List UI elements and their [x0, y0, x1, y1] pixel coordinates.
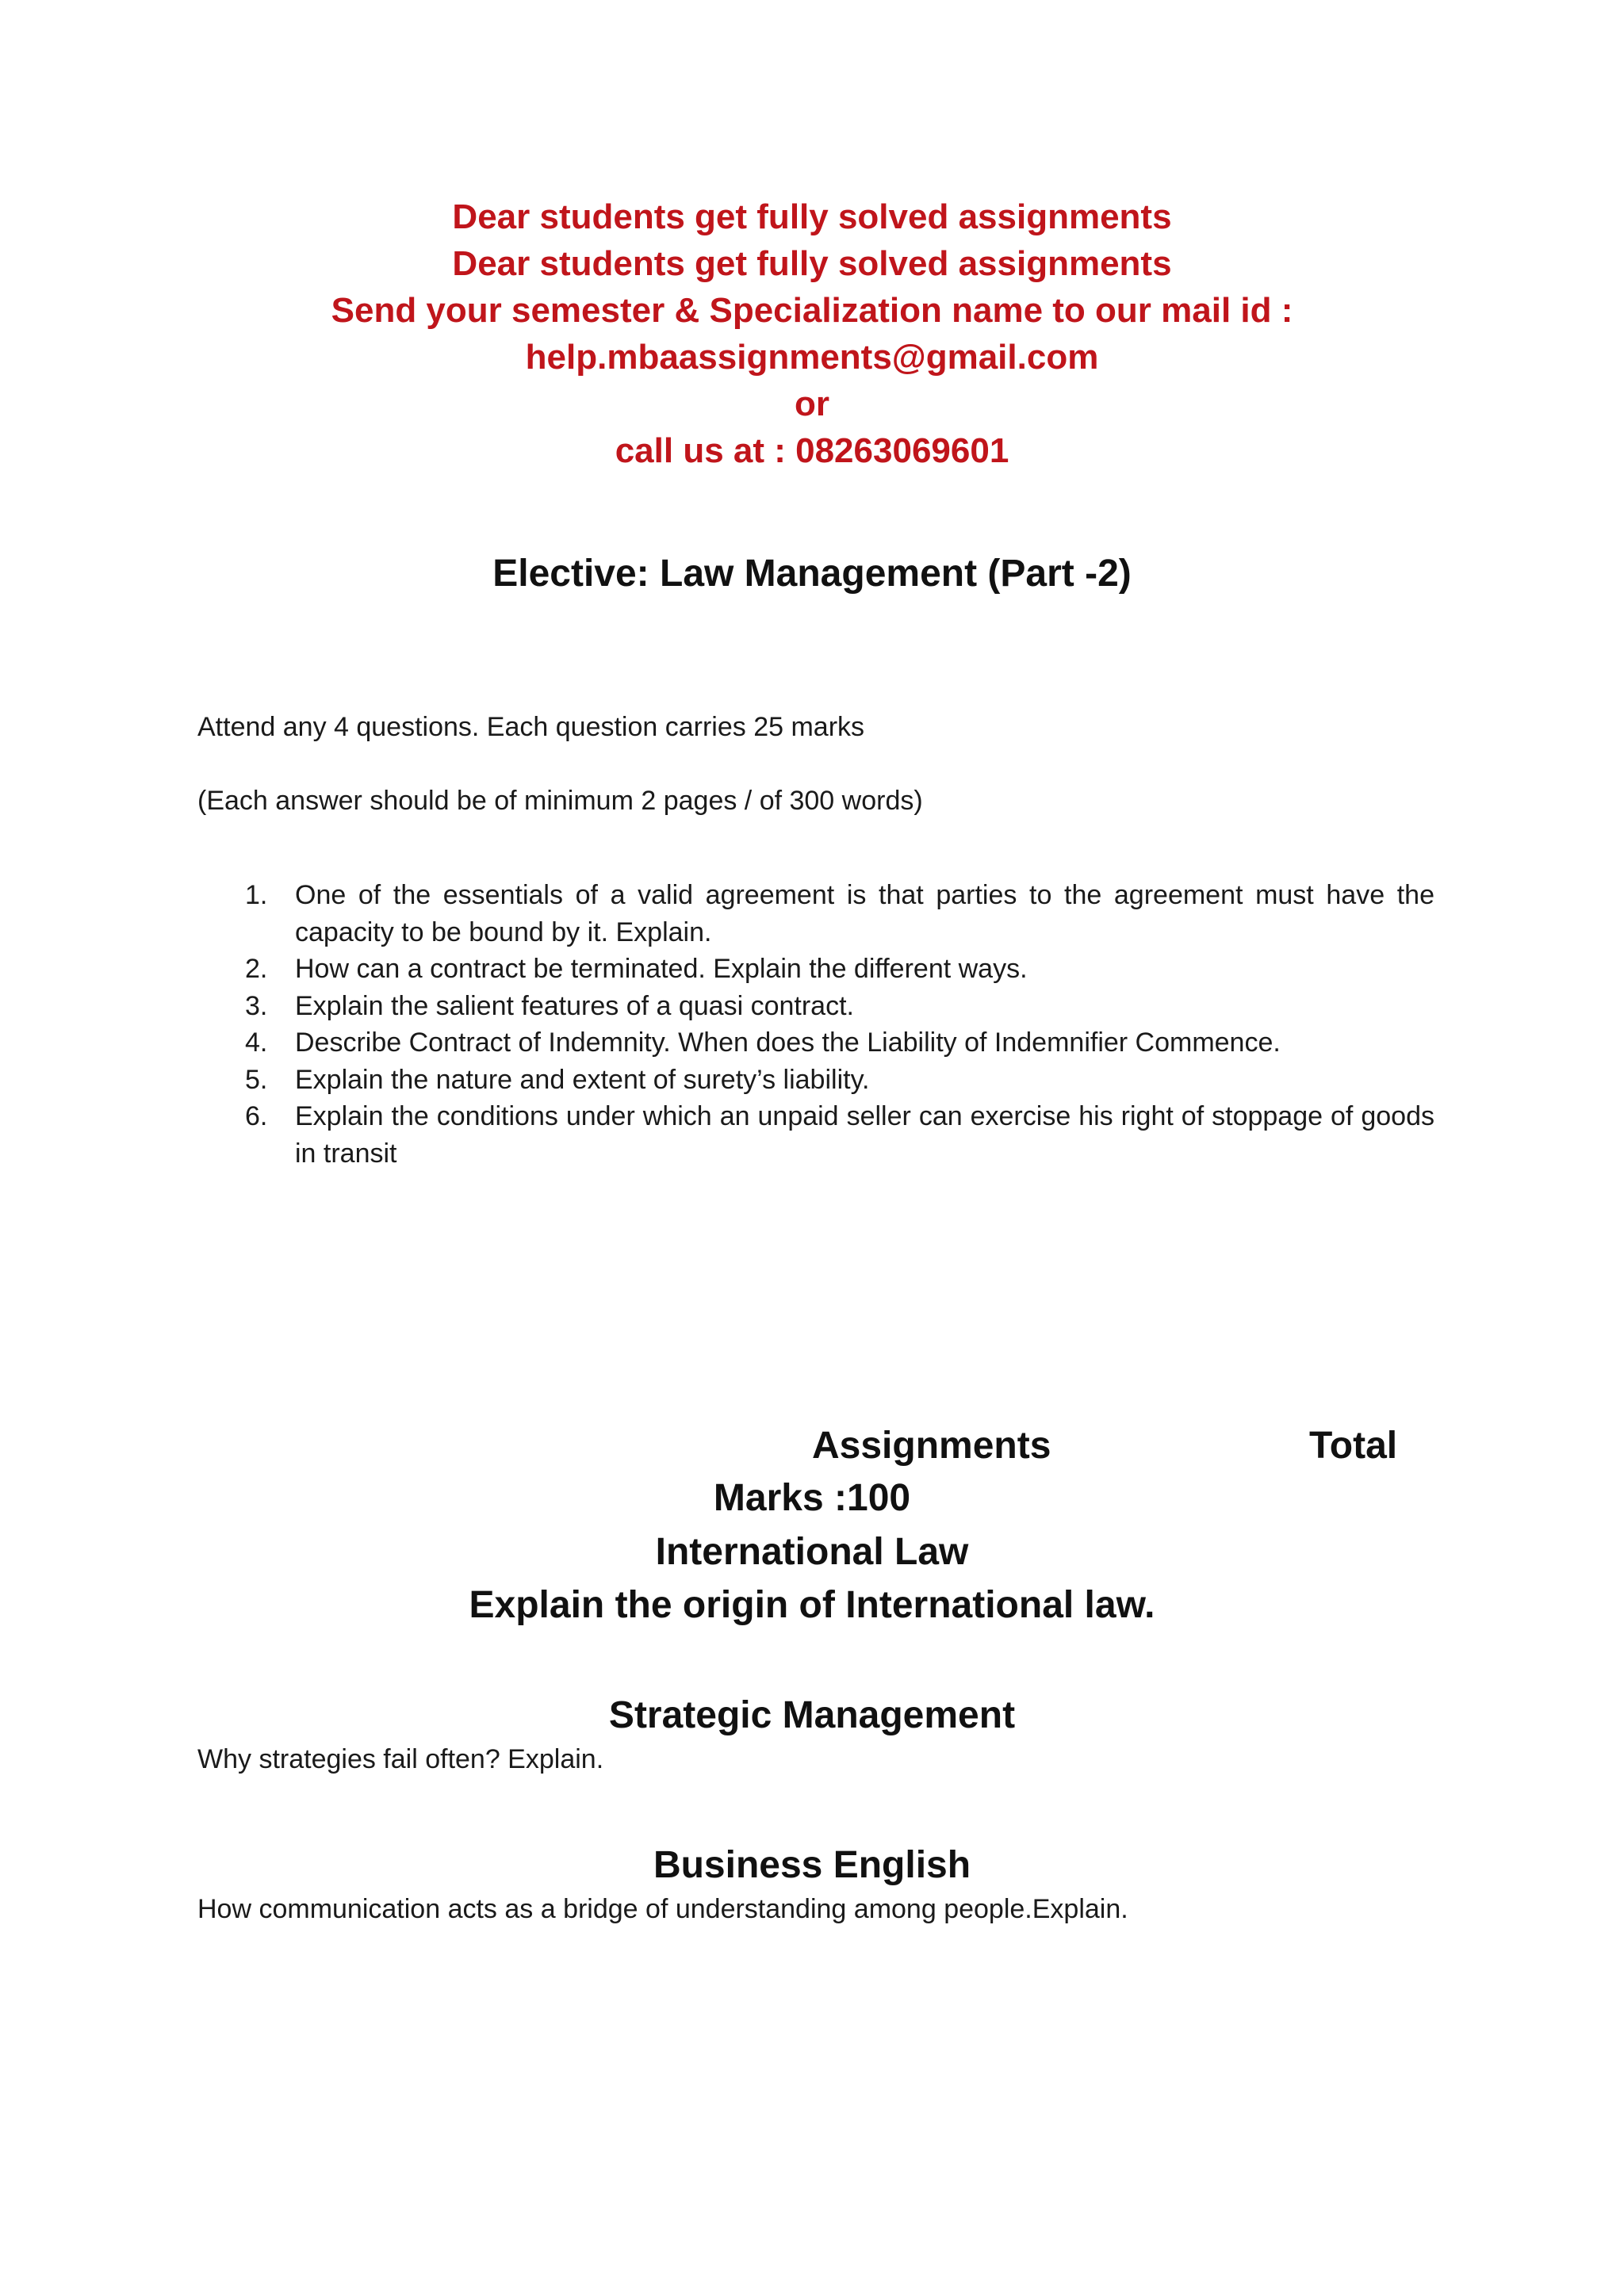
assignments-label: Assignments — [812, 1425, 1051, 1467]
question-item — [197, 951, 1434, 988]
question-number: 4. — [245, 1027, 268, 1058]
strategic-management-question: Why strategies fail often? Explain. — [197, 1744, 604, 1774]
promo-email: help.mbaassignments@gmail.com — [525, 338, 1099, 377]
promo-line-2: Dear students get fully solved assignments — [452, 244, 1172, 283]
question-item — [197, 1098, 1434, 1172]
instructions-line-1: Attend any 4 questions. Each question carries 25 marks — [197, 712, 865, 742]
question-text: One of the essentials of a valid agreement is that parties to the agreement must have the capacity to be bound by it. Explain. — [295, 880, 1434, 947]
question-number: 6. — [245, 1101, 268, 1131]
question-number: 2. — [245, 954, 268, 984]
promo-phone: call us at : 08263069601 — [615, 431, 1009, 470]
question-number: 3. — [245, 990, 268, 1021]
total-label: Total — [1309, 1425, 1398, 1467]
question-item — [197, 1024, 1434, 1062]
promo-line-1: Dear students get fully solved assignments — [452, 197, 1172, 236]
international-law-question: Explain the origin of International law. — [469, 1584, 1155, 1626]
international-law-heading: International Law — [655, 1531, 969, 1573]
question-text: Explain the conditions under which an unpaid seller can exercise his right of stoppage of goods in transit — [295, 1101, 1434, 1169]
promo-block — [0, 193, 1624, 474]
promo-or: or — [795, 385, 829, 423]
instructions-line-2: (Each answer should be of minimum 2 pages / of 300 words) — [197, 786, 923, 816]
question-text: Explain the nature and extent of surety’s liability. — [295, 1064, 870, 1095]
question-text: Explain the salient features of a quasi contract. — [295, 990, 854, 1021]
page-title: Elective: Law Management (Part -2) — [492, 553, 1132, 595]
question-item — [197, 1062, 1434, 1099]
question-item — [197, 877, 1434, 951]
marks-label: Marks :100 — [713, 1477, 911, 1519]
business-english-question: How communication acts as a bridge of understanding among people.Explain. — [197, 1894, 1128, 1924]
question-number: 5. — [245, 1064, 268, 1095]
question-number: 1. — [245, 880, 268, 910]
question-text: Describe Contract of Indemnity. When does the Liability of Indemnifier Commence. — [295, 1027, 1281, 1058]
promo-line-3: Send your semester & Specialization name to our mail id : — [331, 291, 1293, 330]
question-text: How can a contract be terminated. Explain the different ways. — [295, 954, 1028, 984]
business-english-heading: Business English — [653, 1844, 971, 1886]
question-item — [197, 988, 1434, 1025]
question-list — [197, 877, 1434, 1172]
strategic-management-heading: Strategic Management — [608, 1694, 1016, 1736]
